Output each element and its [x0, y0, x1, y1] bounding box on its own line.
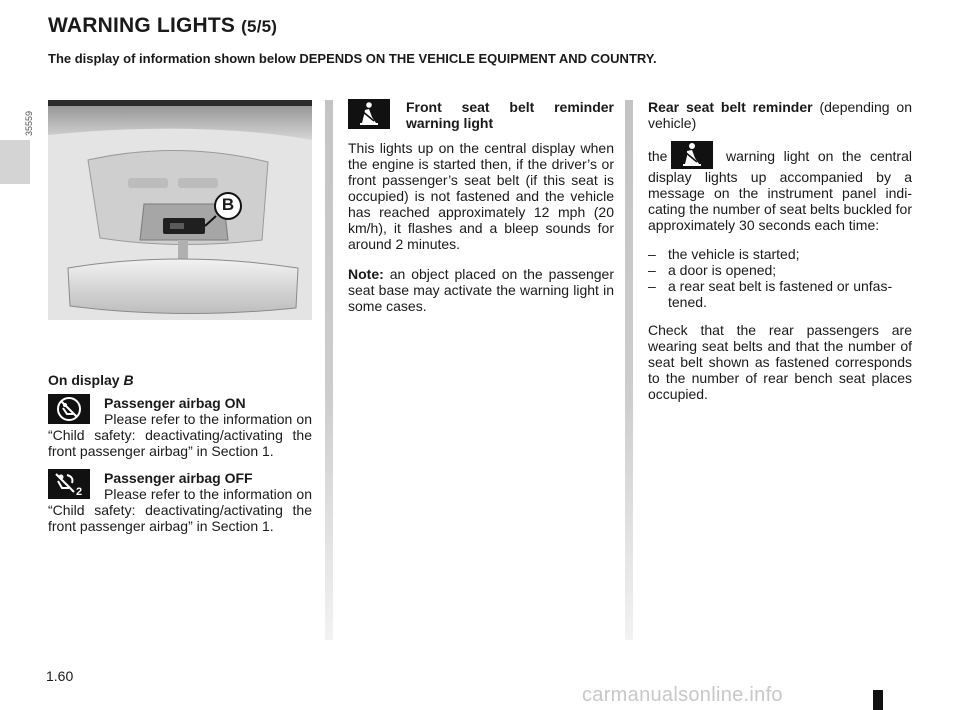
column-divider-2	[625, 100, 633, 640]
title-part: (5/5)	[241, 17, 278, 36]
page-marker	[873, 690, 883, 710]
rear-seatbelt-closing: Check that the rear passengers are wearing seat belts and that the number of seat belt shown as fastened corresponds to the number of rear bench seat places occupied.	[648, 322, 912, 402]
section-tab	[0, 140, 30, 184]
illustration-reference: 35559	[24, 110, 34, 136]
svg-text:2: 2	[76, 486, 83, 497]
page-title	[48, 14, 277, 38]
watermark: carmanualsonline.info	[582, 684, 783, 706]
note-text: an object placed on the passenger seat base may activate the warning light in some cases.	[348, 266, 614, 314]
page-subtitle: The display of information shown below DEPENDS ON THE VEHICLE EQUIPMENT AND COUNTRY.	[48, 51, 657, 66]
column-divider-1	[325, 100, 333, 640]
rear-seatbelt-description	[648, 141, 912, 233]
airbag-on-text: Please refer to the information on “Child safety: deactivating/activating the front passenger airbag” in Section 1.	[48, 411, 312, 459]
title-text: WARNING LIGHTS	[48, 14, 236, 37]
display-b-ref: B	[123, 372, 134, 388]
front-seatbelt-heading: Front seat belt reminder warning light	[406, 99, 614, 131]
note-label: Note:	[348, 266, 384, 282]
overhead-console-drawing	[48, 100, 312, 320]
front-seatbelt-note	[348, 266, 614, 314]
front-seatbelt-paragraph: This lights up on the central display when the engine is started then, if the driver’s or front passenger’s seat belt (if this seat is occupied) is not fastened and the vehicle has reached approximately 12 mph (20 km/h), it flashes and a bleep sounds for around 2 minutes.	[348, 140, 614, 252]
list-item: – a door is opened;	[648, 262, 912, 278]
front-seatbelt-icon	[348, 99, 390, 129]
rear-text-after: warning light on the central display lights up accompanied by a message on the instrument panel indicating the number of seat belts buckled for approximately 30 seconds each time:	[648, 148, 912, 233]
rear-seatbelt-icon	[671, 141, 713, 169]
overhead-console-illustration	[48, 100, 312, 320]
callout-b: B	[221, 195, 235, 214]
rear-text-before: the	[648, 148, 668, 164]
rear-seatbelt-heading	[648, 99, 912, 131]
airbag-on-title: Passenger airbag ON	[104, 395, 246, 411]
display-b-heading-text: On display	[48, 372, 120, 388]
rear-seatbelt-suffix: (depending on vehicle)	[648, 99, 912, 131]
list-item: – a rear seat belt is fastened or unfastened.	[648, 278, 912, 310]
airbag-off-text: Please refer to the information on “Child safety: deactivating/activating the front passenger airbag” in Section 1.	[48, 486, 312, 534]
display-b-heading	[48, 372, 312, 388]
rear-seatbelt-title: Rear seat belt reminder	[648, 99, 813, 115]
list-item: – the vehicle is started;	[648, 246, 912, 262]
page-number: 1.60	[46, 668, 74, 684]
airbag-off-title: Passenger airbag OFF	[104, 470, 253, 486]
rear-seatbelt-list	[648, 246, 912, 310]
